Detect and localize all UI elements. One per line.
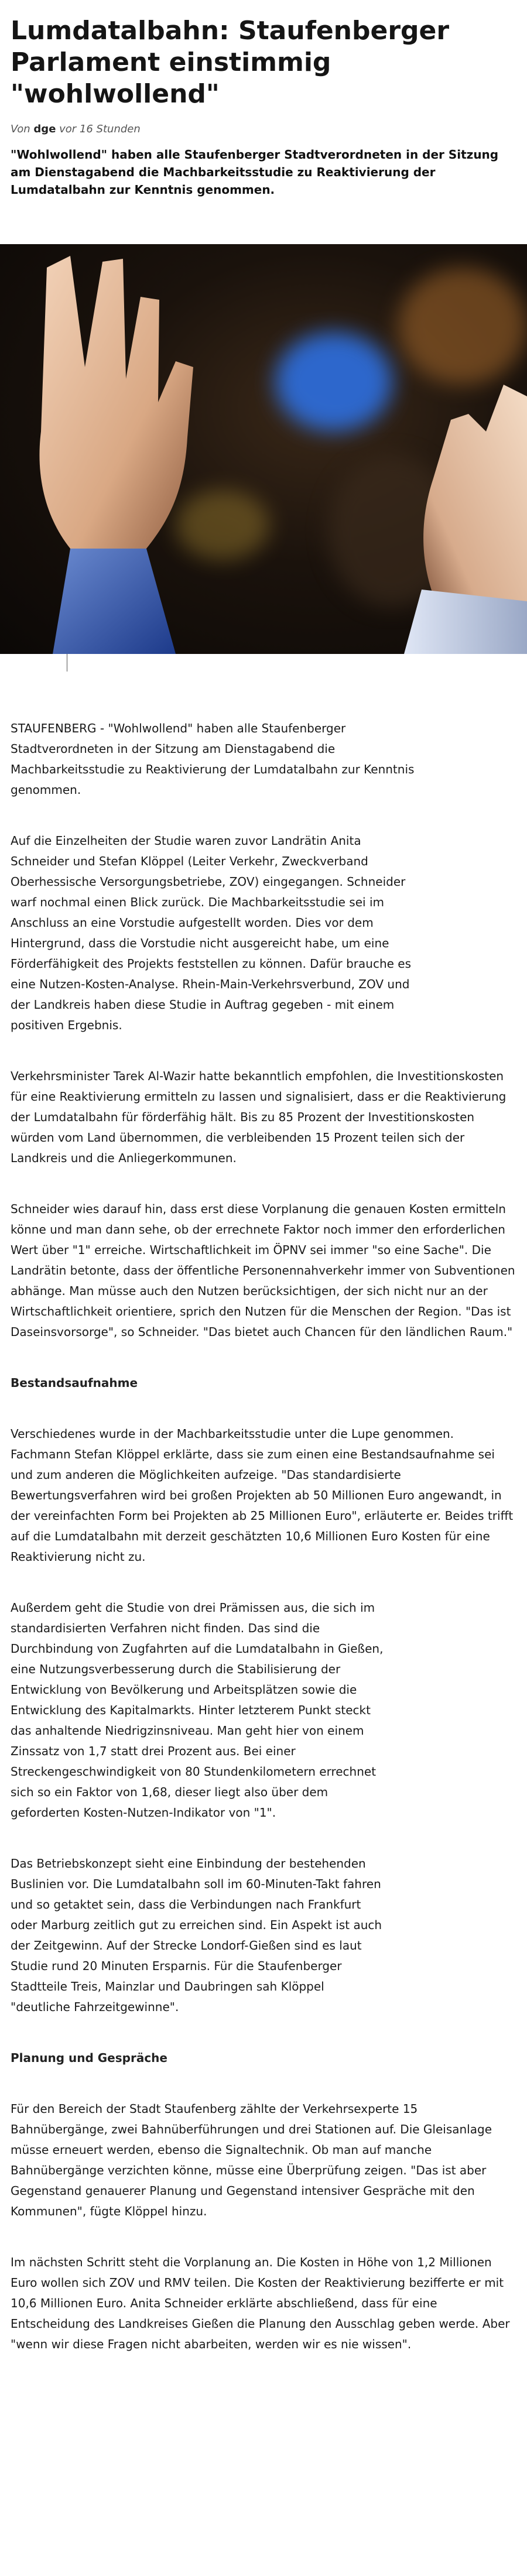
paragraph: Für den Bereich der Stadt Staufenberg zählte der Verkehrsexperte 15 Bahnübergänge, zwei Bahnüberführungen und drei Stationen auf. Die Gleisanlage müsse erneuert werden, ebenso die Signaltechnik. Ob man auf manche Bahnübergänge verzichten könne, müsse eine Überprüfung zeigen. "Das ist aber Gegenstand genauerer Planung und Gegenstand intensiver Gespräche mit den Kommunen", fügte Klöppel hinzu. bbox=[11, 2102, 492, 2218]
raised-hands-icon bbox=[0, 244, 527, 654]
subheading-planung: Planung und Gespräche bbox=[11, 2051, 167, 2065]
subheading-bestandsaufnahme: Bestandsaufnahme bbox=[11, 1376, 138, 1390]
paragraph: Außerdem geht die Studie von drei Prämissen aus, die sich im standardisierten Verfahren nicht finden. Das sind die Durchbindung von Zugfahrten auf die Lumdatalbahn in Gießen, eine Nutzungsverbesserung durch die Stabilisierung der Entwicklung von Bevölkerung und Arbeitsplätzen sowie die Entwicklung des Kapitalmarkts. Hinter letzterem Punkt steckt das anhaltende Niedrigzinsniveau. Man geht hier von einem Zinssatz von 1,7 statt drei Prozent aus. Bei einer Streckengeschwindigkeit von 80 Stundenkilometern errechnet sich so ein Faktor von 1,68, dieser liegt also über dem geforderten Kosten-Nutzen-Indikator von "1". bbox=[11, 1601, 384, 1820]
paragraph: Schneider wies darauf hin, dass erst diese Vorplanung die genauen Kosten ermitteln könne und man dann sehe, ob der errechnete Faktor noch immer den erforderlichen Wert über "1" erreiche. Wirtschaftlichkeit im ÖPNV sei immer "so eine Sache". Die Landrätin betonte, dass der öffentliche Personennahverkehr immer von Subventionen abhänge. Man müsse auch den Nutzen berücksichtigen, der sich nicht nur an der Wirtschaftlichkeit orientiere, sprich den Nutzen für die Menschen der Region. "Das ist Daseinsvorsorge", so Schneider. "Das bietet auch Chancen für den ländlichen Raum." bbox=[11, 1202, 515, 1339]
author-link[interactable]: dge bbox=[33, 123, 56, 135]
hero-image[interactable] bbox=[0, 244, 527, 654]
paragraph: Auf die Einzelheiten der Studie waren zuvor Landrätin Anita Schneider und Stefan Klöppel (Leiter Verkehr, Zweckverband Oberhessische Versorgungsbetriebe, ZOV) eingegangen. Schneider warf nochmal einen Blick zurück. Die Machbarkeitsstudie sei im Anschluss an eine Vorstudie aufgestellt worden. Dies vor dem Hintergrund, dass die Vorstudie nicht ausgereicht habe, um eine Förderfähigkeit des Projekts feststellen zu können. Dafür brauche es eine Nutzen-Kosten-Analyse. Rhein-Main-Verkehrsverbund, ZOV und der Landkreis haben diese Studie in Auftrag gegeben - mit einem positiven Ergebnis. bbox=[11, 834, 412, 1032]
paragraph: Verkehrsminister Tarek Al-Wazir hatte bekanntlich empfohlen, die Investitionskosten für eine Reaktivierung ermitteln zu lassen und signalisiert, dass er die Reaktivierung der Lumdatalbahn für förderfähig hält. Bis zu 85 Prozent der Investitionskosten würden vom Land übernommen, die verbleibenden 15 Prozent teilen sich der Landkreis und die Anliegerkommunen. bbox=[11, 1069, 507, 1165]
right-hand bbox=[404, 385, 527, 654]
article-body bbox=[11, 672, 516, 2355]
article-lead: "Wohlwollend" haben alle Staufenberger Stadtverordneten in der Sitzung am Dienstagabend die Machbarkeitsstudie zu Reaktivierung der Lumdatalbahn zur Kenntnis genommen. bbox=[11, 148, 499, 197]
byline-prefix: Von bbox=[11, 123, 30, 135]
publish-time: vor 16 Stunden bbox=[59, 123, 141, 135]
paragraph: STAUFENBERG - "Wohlwollend" haben alle Staufenberger Stadtverordneten in der Sitzung am Dienstagabend die Machbarkeitsstudie zu Reaktivierung der Lumdatalbahn zur Kenntnis genommen. bbox=[11, 721, 415, 797]
paragraph: Im nächsten Schritt steht die Vorplanung an. Die Kosten in Höhe von 1,2 Millionen Euro wollen sich ZOV und RMV teilen. Die Kosten der Reaktivierung bezifferte er mit 10,6 Millionen Euro. Anita Schneider erklärte abschließend, dass für eine Entscheidung des Landkreises Gießen die Planung den Ausschlag geben werde. Aber "wenn wir diese Fragen nicht abarbeiten, werden wir es nie wissen". bbox=[11, 2255, 510, 2351]
paragraph: Verschiedenes wurde in der Machbarkeitsstudie unter die Lupe genommen. Fachmann Stefan Klöppel erklärte, dass sie zum einen eine Bestandsaufnahme sei und zum anderen die Möglichkeiten aufzeige. "Das standardisierte Bewertungsverfahren wird bei großen Projekten ab 50 Millionen Euro angewandt, in der vereinfachten Form bei Projekten ab 25 Millionen Euro", erläuterte er. Beides trifft auf die Lumdatalbahn mit derzeit geschätzten 10,6 Millionen Euro Kosten für eine Reaktivierung nicht zu. bbox=[11, 1427, 514, 1564]
byline bbox=[11, 123, 516, 135]
article-headline: Lumdatalbahn: Staufenberger Parlament einstimmig "wohlwollend" bbox=[11, 16, 450, 109]
left-hand bbox=[39, 256, 193, 654]
paragraph: Das Betriebskonzept sieht eine Einbindung der bestehenden Buslinien vor. Die Lumdatalbahn soll im 60-Minuten-Takt fahren und so getaktet sein, dass die Verbindungen nach Frankfurt oder Marburg zeitlich gut zu erreichen sind. Ein Aspekt ist auch der Zeitgewinn. Auf der Strecke Londorf-Gießen sind es laut Studie rund 20 Minuten Ersparnis. Für die Staufenberger Stadtteile Treis, Mainzlar und Daubringen sah Klöppel "deutliche Fahrzeitgewinne". bbox=[11, 1856, 382, 2014]
